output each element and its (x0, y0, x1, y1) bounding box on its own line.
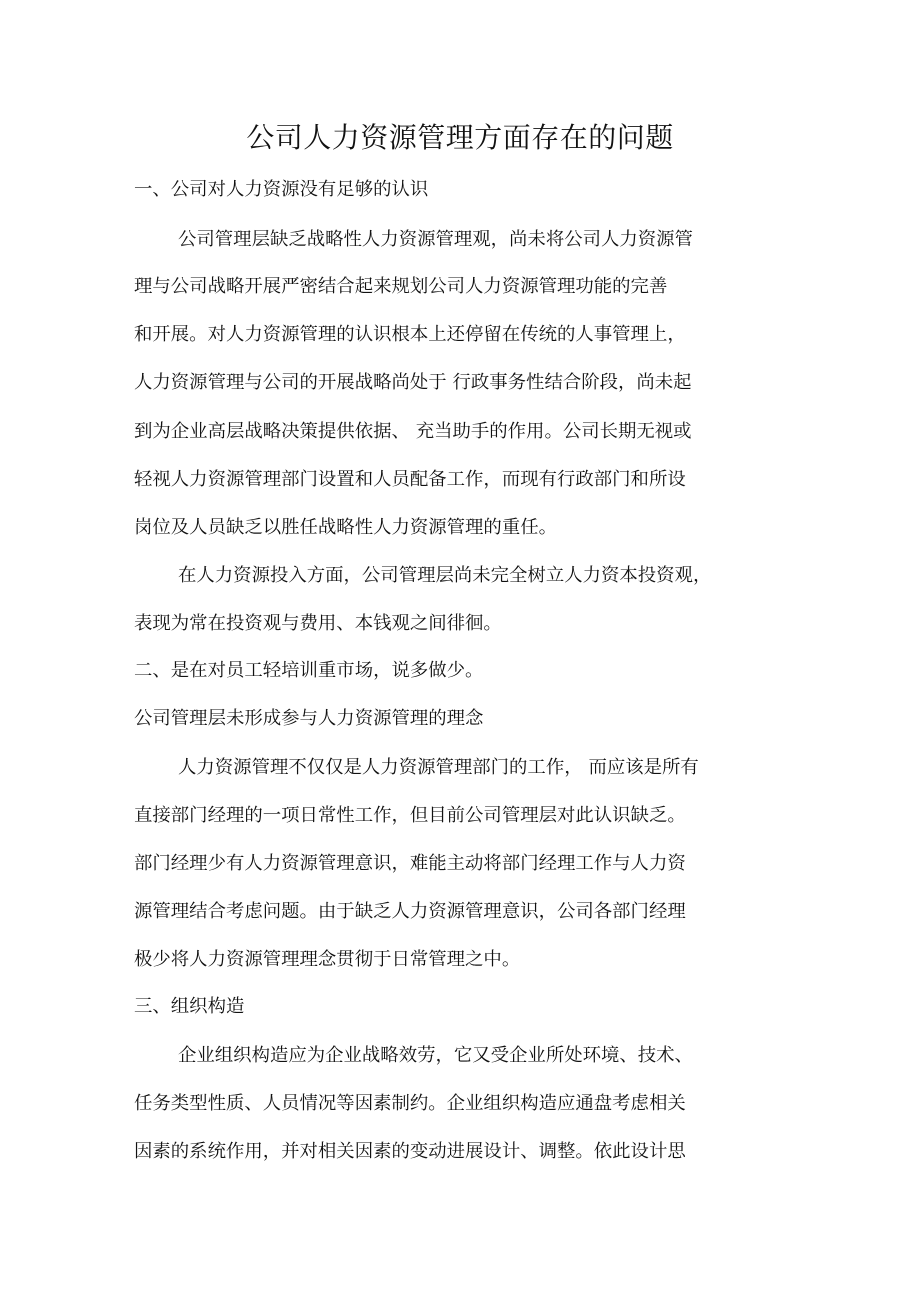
paragraph-line: 轻视人力资源管理部门设置和人员配备工作，而现有行政部门和所设 (134, 469, 686, 490)
paragraph-line: 公司管理层缺乏战略性人力资源管理观，尚未将公司人力资源管 (178, 229, 693, 250)
paragraph-line: 表现为常在投资观与费用、本钱观之间徘徊。 (134, 613, 502, 634)
paragraph-line: 人力资源管理不仅仅是人力资源管理部门的工作， 而应该是所有 (178, 757, 699, 778)
paragraph-line: 到为企业高层战略决策提供依据、 充当助手的作用。公司长期无视或 (134, 421, 692, 442)
paragraph-line: 因素的系统作用，并对相关因素的变动进展设计、调整。依此设计思 (134, 1141, 686, 1162)
paragraph-line: 源管理结合考虑问题。由于缺乏人力资源管理意识，公司各部门经理 (134, 901, 686, 922)
section-heading-3: 三、组织构造 (134, 996, 245, 1017)
paragraph-line: 企业组织构造应为企业战略效劳，它又受企业所处环境、技术、 (178, 1045, 693, 1066)
paragraph-line: 任务类型性质、人员情况等因素制约。企业组织构造应通盘考虑相关 (134, 1093, 686, 1114)
paragraph-line: 极少将人力资源管理理念贯彻于日常管理之中。 (134, 949, 521, 970)
subheading-line: 公司管理层未形成参与人力资源管理的理念 (134, 708, 484, 729)
document-title: 公司人力资源管理方面存在的问题 (246, 121, 674, 154)
paragraph-line: 人力资源管理与公司的开展战略尚处于 行政事务性结合阶段，尚未起 (134, 372, 692, 393)
paragraph-line: 部门经理少有人力资源管理意识，难能主动将部门经理工作与人力资 (134, 853, 686, 874)
section-heading-1: 一、公司对人力资源没有足够的认识 (134, 179, 429, 200)
section-heading-2: 二、是在对员工轻培训重市场，说多做少。 (134, 660, 484, 681)
paragraph-line: 理与公司战略开展严密结合起来规划公司人力资源管理功能的完善 (134, 276, 668, 297)
paragraph-line: 直接部门经理的一项日常性工作，但目前公司管理层对此认识缺乏。 (134, 805, 686, 826)
paragraph-line: 和开展。对人力资源管理的认识根本上还停留在传统的人事管理上， (134, 324, 686, 345)
paragraph-line: 岗位及人员缺乏以胜任战略性人力资源管理的重任。 (134, 517, 557, 538)
paragraph-line: 在人力资源投入方面，公司管理层尚未完全树立人力资本投资观， (178, 565, 712, 586)
